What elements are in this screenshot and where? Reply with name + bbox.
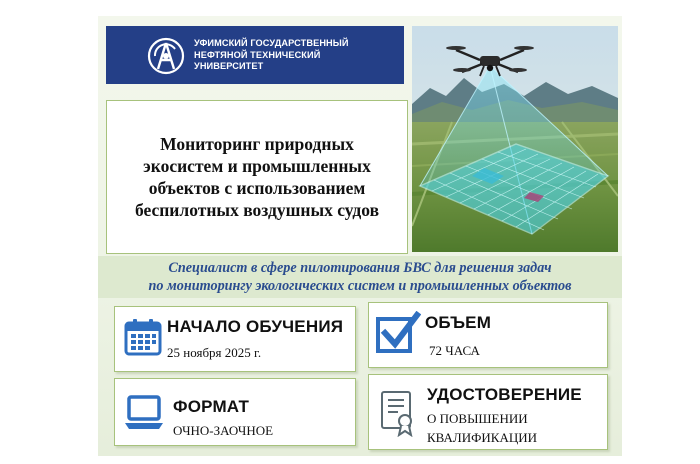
university-logo-icon <box>146 36 186 76</box>
volume-card <box>368 302 608 368</box>
university-name-line: УФИМСКИЙ ГОСУДАРСТВЕННЫЙ <box>194 38 349 48</box>
banner-line: по мониторингу экологических систем и промышленных объектов <box>148 278 572 294</box>
laptop-icon <box>123 393 165 433</box>
start-date-value: 25 ноября 2025 г. <box>167 345 262 360</box>
drone-survey-icon <box>412 26 618 252</box>
volume-label: ОБЪЕМ <box>425 313 492 332</box>
volume-value: 72 ЧАСА <box>429 343 480 358</box>
university-name-line: НЕФТЯНОЙ ТЕХНИЧЕСКИЙ <box>194 49 321 60</box>
certificate-value-line: КВАЛИФИКАЦИИ <box>427 430 537 445</box>
start-date-label: НАЧАЛО ОБУЧЕНИЯ <box>167 317 344 336</box>
certificate-label: УДОСТОВЕРЕНИЕ <box>427 385 582 404</box>
banner-line: Специалист в сфере пилотирования БВС для решения задач <box>168 260 552 276</box>
format-card <box>114 378 356 446</box>
certificate-value-line: О ПОВЫШЕНИИ <box>427 411 528 426</box>
calendar-icon <box>123 317 163 357</box>
certificate-icon <box>379 389 417 437</box>
format-label: ФОРМАТ <box>173 397 250 416</box>
certificate-card <box>368 374 608 450</box>
start-date-card <box>114 306 356 372</box>
course-title-line: экосистем и промышленных <box>143 156 371 176</box>
course-title <box>135 133 379 221</box>
specialist-banner <box>98 256 622 298</box>
university-name <box>194 38 400 73</box>
university-name-line: УНИВЕРСИТЕТ <box>194 61 264 71</box>
course-title-card <box>106 100 408 254</box>
course-title-line: беспилотных воздушных судов <box>134 200 380 220</box>
drone-survey-photo <box>412 26 618 252</box>
checkmark-icon <box>375 311 421 355</box>
university-header <box>106 26 404 84</box>
course-title-line: Мониторинг природных <box>160 134 354 154</box>
certificate-value <box>427 409 537 447</box>
course-title-line: объектов с использованием <box>148 178 366 198</box>
format-value: ОЧНО-ЗАОЧНОЕ <box>173 423 274 438</box>
